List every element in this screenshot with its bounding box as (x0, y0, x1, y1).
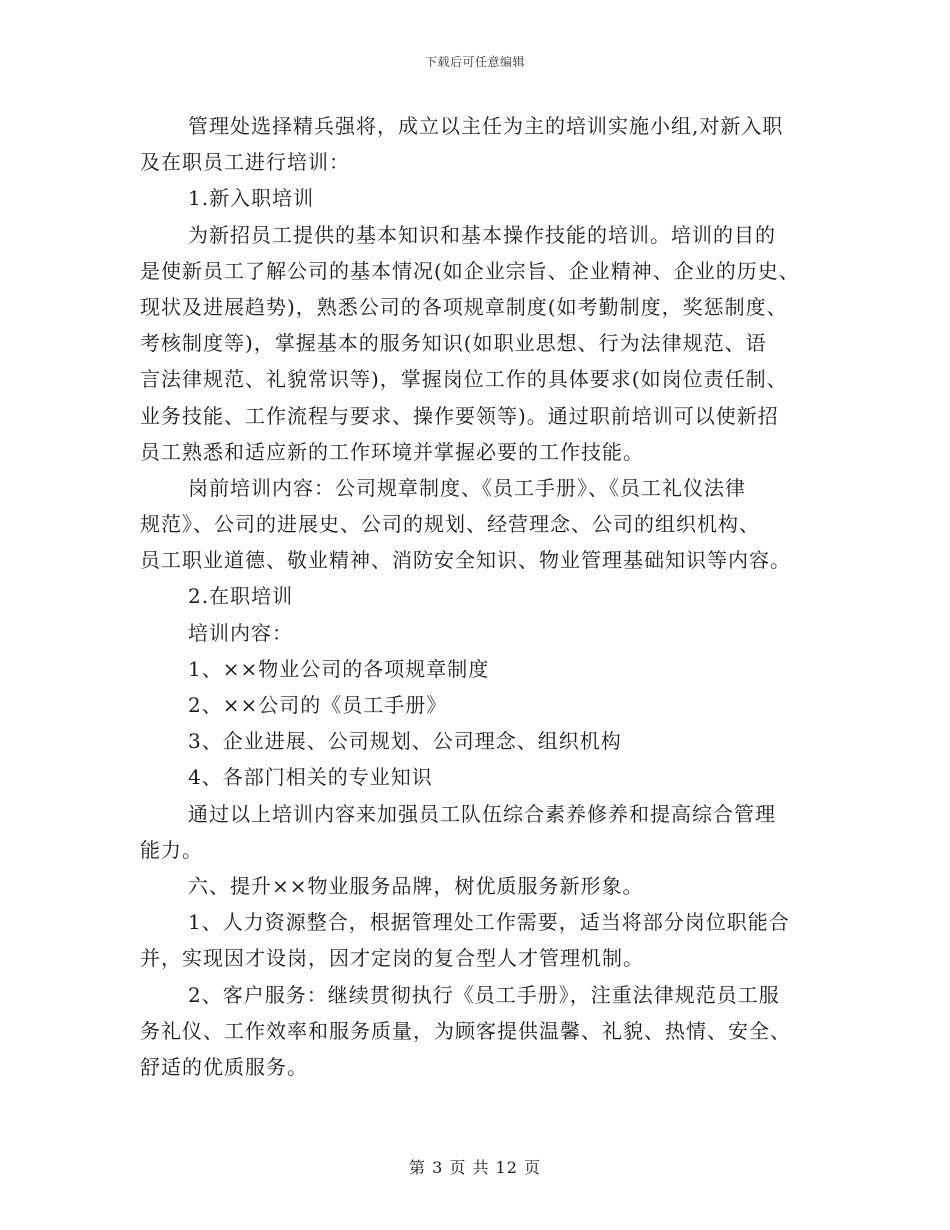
text-line: 现状及进展趋势)，熟悉公司的各项规章制度(如考勤制度，奖惩制度、 (140, 294, 788, 319)
paragraph (140, 615, 820, 651)
paragraph (140, 904, 820, 976)
paragraph (140, 180, 820, 216)
text-line: 言法律规范、礼貌常识等)，掌握岗位工作的具体要求(如岗位责任制、 (140, 367, 788, 392)
text-line: 务礼仪、工作效率和服务质量，为顾客提供温馨、礼貌、热情、安全、 (140, 1018, 791, 1043)
paragraph (140, 868, 820, 904)
text-line: 业务技能、工作流程与要求、操作要领等)。通过职前培训可以使新招 (140, 403, 779, 428)
text-line: 1、××物业公司的各项规章制度 (188, 656, 490, 681)
text-line: 员工职业道德、敬业精神、消防安全知识、物业管理基础知识等内容。 (140, 548, 791, 573)
document-body (140, 108, 820, 1085)
text-line: 及在职员工进行培训： (140, 150, 350, 175)
text-line: 考核制度等)，掌握基本的服务知识(如职业思想、行为法律规范、语 (140, 331, 767, 356)
text-line: 通过以上培训内容来加强员工队伍综合素养修养和提高综合管理 (188, 801, 776, 826)
text-line: 舒适的优质服务。 (140, 1054, 308, 1079)
text-line: 2.在职培训 (188, 584, 294, 609)
paragraph (140, 217, 820, 470)
paragraph (140, 578, 820, 614)
text-line: 2、客户服务：继续贯彻执行《员工手册》，注重法律规范员工服 (188, 982, 780, 1007)
text-line: 并，实现因才设岗，因才定岗的复合型人才管理机制。 (140, 946, 644, 971)
text-line: 六、提升××物业服务品牌，树优质服务新形象。 (188, 873, 644, 898)
paragraph (140, 651, 820, 687)
text-line: 规范》、公司的进展史、公司的规划、经营理念、公司的组织机构、 (140, 512, 760, 537)
text-line: 3、企业进展、公司规划、公司理念、组织机构 (188, 729, 622, 754)
paragraph (140, 687, 820, 723)
text-line: 4、各部门相关的专业知识 (188, 765, 433, 790)
paragraph (140, 977, 820, 1086)
text-line: 管理处选择精兵强将，成立以主任为主的培训实施小组,对新入职 (188, 114, 784, 138)
paragraph (140, 108, 820, 180)
text-line: 2、××公司的《员工手册》 (188, 693, 448, 717)
paragraph (140, 759, 820, 795)
text-line: 员工熟悉和适应新的工作环境并掌握必要的工作技能。 (140, 439, 644, 464)
text-line: 是使新员工了解公司的基本情况(如企业宗旨、企业精神、企业的历史、 (140, 258, 800, 283)
text-line: 岗前培训内容：公司规章制度、《员工手册》、《员工礼仪法律 (188, 475, 746, 500)
text-line: 为新招员工提供的基本知识和基本操作技能的培训。培训的目的 (188, 222, 776, 247)
paragraph (140, 796, 820, 868)
text-line: 培训内容： (188, 620, 293, 645)
paragraph (140, 470, 820, 579)
text-line: 1、人力资源整合，根据管理处工作需要，适当将部分岗位职能合 (188, 910, 790, 935)
page-header: 下载后可任意编辑 (424, 55, 525, 69)
text-line: 1.新入职培训 (188, 186, 315, 211)
page-footer: 第 3 页 共 12 页 (409, 1158, 541, 1177)
text-line: 能力。 (140, 837, 203, 862)
paragraph (140, 723, 820, 759)
